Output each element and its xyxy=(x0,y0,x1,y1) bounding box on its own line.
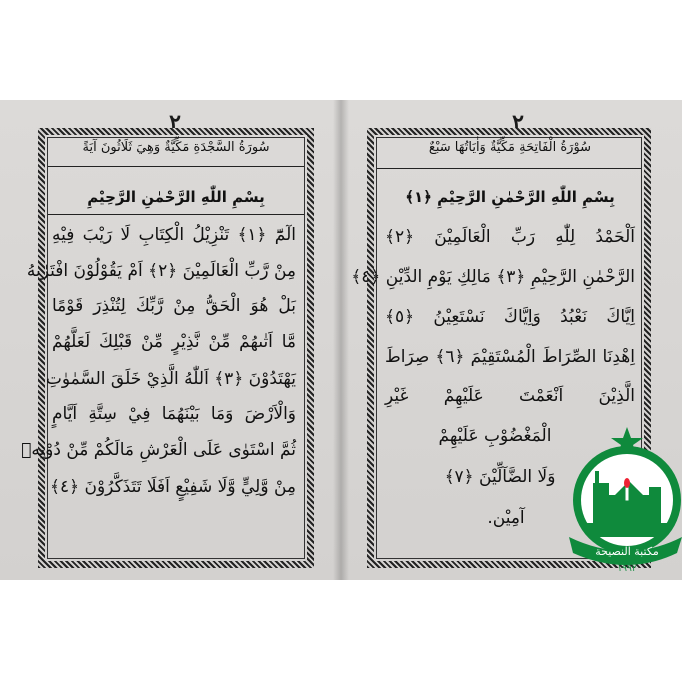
right-verse-line: اِهْدِنَا الصِّرَاطَ الْمُسْتَقِيْمَ ﴿٦﴾ صِرَاطَ xyxy=(385,347,635,367)
left-verse-line: الٓمّٓ ﴿١﴾ تَنْزِيْلُ الْكِتَابِ لَا رَيْبَ فِيْهِ xyxy=(52,225,296,245)
right-verse-line: الَّذِيْنَ اَنْعَمْتَ عَلَيْهِمْ غَيْرِ xyxy=(385,386,635,406)
right-verse-line: اِيَّاكَ نَعْبُدُ وَاِيَّاكَ نَسْتَعِيْنُ ﴿٥﴾ xyxy=(385,307,635,327)
right-header-rule xyxy=(377,168,641,169)
left-page-number: ٢ xyxy=(169,110,181,136)
left-verse-line: بَلْ هُوَ الْحَقُّ مِنْ رَّبِّكَ لِتُنْذِرَ قَوْمًا xyxy=(52,296,296,316)
left-bismillah: بِسْمِ اللّٰهِ الرَّحْمٰنِ الرَّحِيْمِ xyxy=(87,188,265,206)
right-verse-line: الرَّحْمٰنِ الرَّحِيْمِ ﴿٣﴾ مَالِكِ يَوْمِ الدِّيْنِ ﴿٤﴾ xyxy=(351,267,635,287)
book-spine-shadow xyxy=(333,100,349,580)
right-surah-header: سُوْرَةُ الْفَاتِحَةِ مَكِّيَّةٌ وَاٰيَاتُهَا سَبْعٌ xyxy=(428,140,592,155)
right-page-number: ٢ xyxy=(512,110,524,136)
left-verse-line: ثُمَّ اسْتَوٰى عَلَى الْعَرْشِ مَالَكُمْ مِّنْ دُوْنِهٖ xyxy=(21,440,296,460)
right-verse-line: الْمَغْضُوْبِ عَلَيْهِمْ xyxy=(438,426,552,446)
logo-label: مكتبة النصيحة xyxy=(595,545,659,558)
flame-icon xyxy=(624,478,630,488)
right-bismillah: بِسْمِ اللّٰهِ الرَّحْمٰنِ الرَّحِيْمِ ﴿١﴾ xyxy=(405,188,615,206)
left-page xyxy=(0,100,341,580)
left-verse-line: مِنْ رَّبِّ الْعَالَمِيْنَ ﴿٢﴾ اَمْ يَقُوْلُوْنَ افْتَرٰىهُ xyxy=(26,261,296,281)
publisher-logo xyxy=(565,425,682,575)
right-verse-line: آمِيْن. xyxy=(487,508,525,528)
left-bismillah-rule xyxy=(48,214,304,215)
right-verse-line: وَلَا الضَّآلِّيْنَ ﴿٧﴾ xyxy=(444,467,556,487)
left-header-rule xyxy=(48,166,304,167)
left-verse-line: يَهْتَدُوْنَ ﴿٣﴾ اَللّٰهُ الَّذِيْ خَلَقَ السَّمٰوٰتِ xyxy=(45,369,296,389)
logo-year: ١٩٩٢ xyxy=(617,564,637,574)
left-verse-line: مِنْ وَّلِيٍّ وَّلَا شَفِيْعٍ اَفَلَا تَتَذَكَّرُوْنَ ﴿٤﴾ xyxy=(50,477,296,497)
right-verse-line: اَلْحَمْدُ لِلّٰهِ رَبِّ الْعَالَمِيْنَ ﴿٢﴾ xyxy=(385,227,635,247)
left-verse-line: مَّا اَتٰىهُمْ مِّنْ نَّذِيْرٍ مِّنْ قَبْلِكَ لَعَلَّهُمْ xyxy=(52,332,296,352)
left-verse-line: وَالْاَرْضَ وَمَا بَيْنَهُمَا فِيْ سِتَّةِ اَيَّامٍ xyxy=(52,404,296,424)
left-surah-header: سُورَةُ السَّجْدَةِ مَكِّيَّةٌ وَهِيَ ثَلَاثُونَ آيَةً xyxy=(82,140,270,155)
